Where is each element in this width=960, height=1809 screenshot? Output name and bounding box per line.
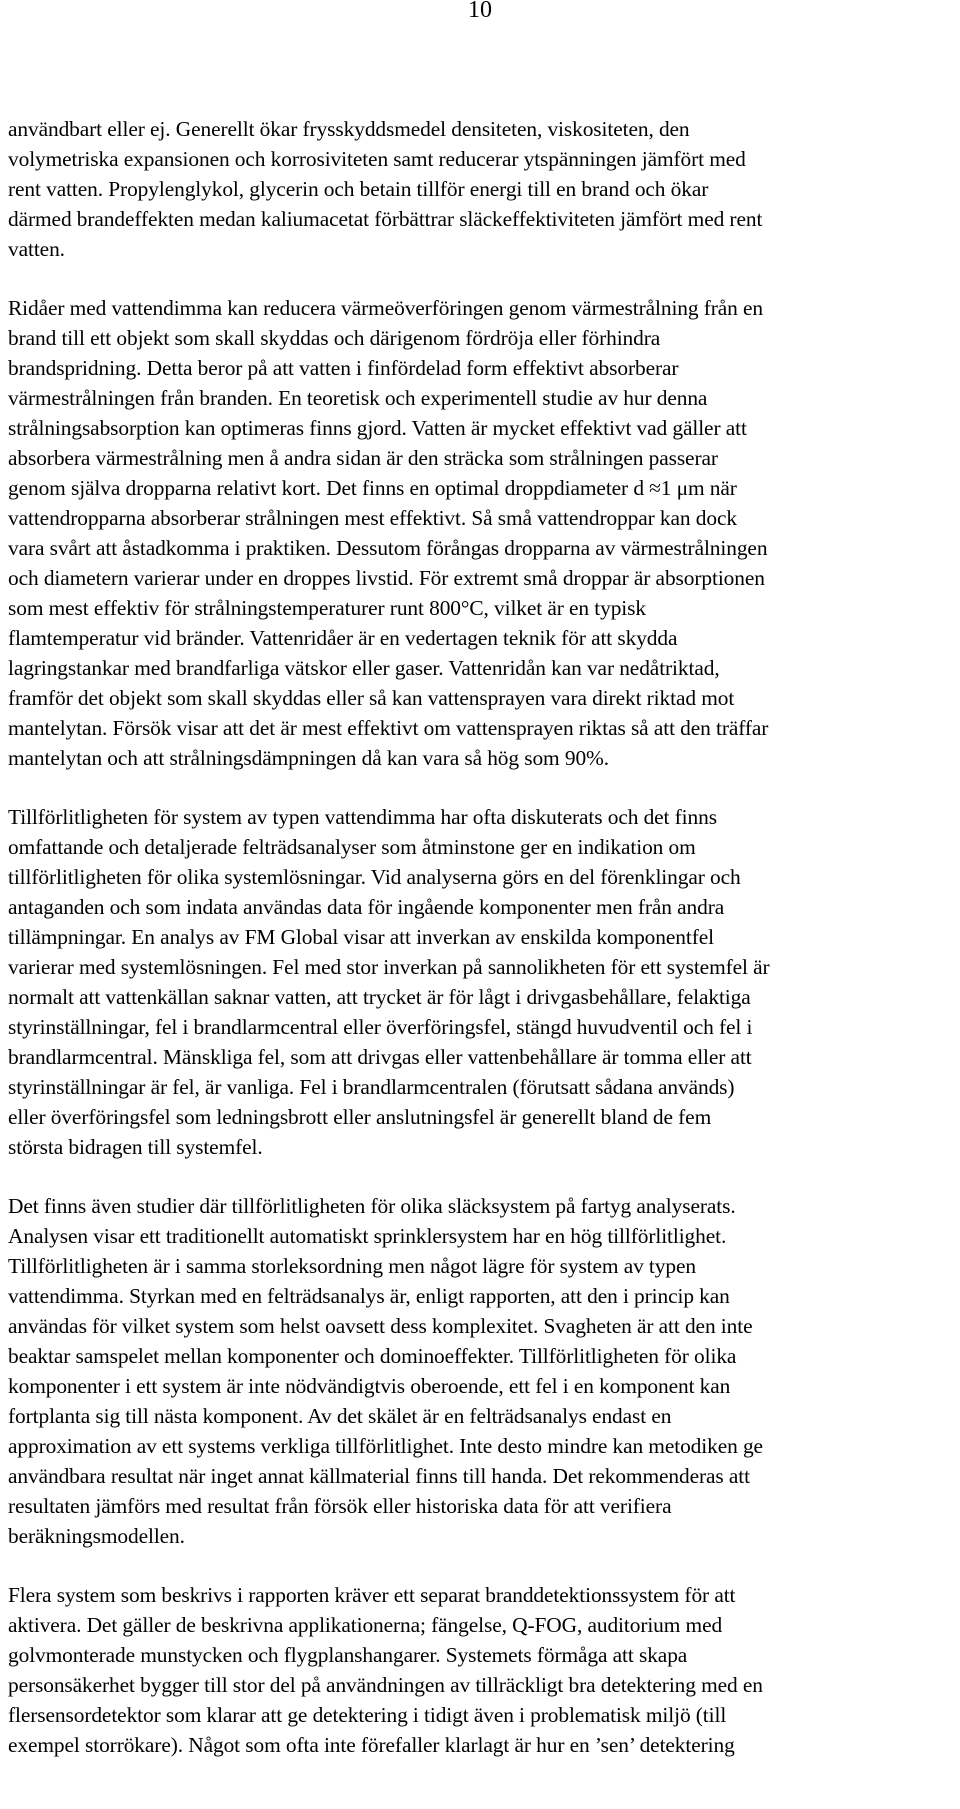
text-line: största bidragen till systemfel. (8, 1135, 263, 1159)
document-body (8, 114, 952, 1760)
text-line: personsäkerhet bygger till stor del på användningen av tillräckligt bra detektering med en (8, 1673, 763, 1697)
text-line: Flera system som beskrivs i rapporten kräver ett separat branddetektionssystem för att (8, 1583, 736, 1607)
text-line: tillförlitligheten för olika systemlösningar. Vid analyserna görs en del förenklingar och (8, 865, 741, 889)
text-line: tillämpningar. En analys av FM Global visar att inverkan av enskilda komponentfel (8, 925, 714, 949)
text-line: flersensordetektor som klarar att ge detektering i tidigt även i problematisk miljö (till (8, 1703, 727, 1727)
paragraph (8, 1580, 952, 1760)
text-line: genom själva dropparna relativt kort. Det finns en optimal droppdiameter d ≈1 μm när (8, 476, 737, 500)
text-line: normalt att vattenkällan saknar vatten, att trycket är för lågt i drivgasbehållare, felaktiga (8, 985, 751, 1009)
paragraph-spacer (8, 264, 952, 293)
text-line: aktivera. Det gäller de beskrivna applikationerna; fängelse, Q-FOG, auditorium med (8, 1613, 723, 1637)
text-line: vattendimma. Styrkan med en felträdsanalys är, enligt rapporten, att den i princip kan (8, 1284, 730, 1308)
text-line: framför det objekt som skall skyddas eller så kan vattensprayen vara direkt riktad mot (8, 686, 735, 710)
text-line: och diametern varierar under en droppes livstid. För extremt små droppar är absorptionen (8, 566, 765, 590)
text-line: värmestrålningen från branden. En teoretisk och experimentell studie av hur denna (8, 386, 708, 410)
text-line: användbara resultat när inget annat källmaterial finns till handa. Det rekommenderas att (8, 1464, 750, 1488)
text-line: beräkningsmodellen. (8, 1524, 185, 1548)
text-line: volymetriska expansionen och korrosiviteten samt reducerar ytspänningen jämfört med (8, 147, 746, 171)
text-line: Analysen visar ett traditionellt automatiskt sprinklersystem har en hög tillförlitlighet. (8, 1224, 727, 1248)
text-line: vara svårt att åstadkomma i praktiken. Dessutom förångas dropparna av värmestrålningen (8, 536, 768, 560)
text-line: golvmonterade munstycken och flygplanshangarer. Systemets förmåga att skapa (8, 1643, 688, 1667)
text-line: styrinställningar är fel, är vanliga. Fel i brandlarmcentralen (förutsatt sådana används) (8, 1075, 735, 1099)
text-line: eller överföringsfel som ledningsbrott eller anslutningsfel är generellt bland de fem (8, 1105, 712, 1129)
text-line: omfattande och detaljerade felträdsanalyser som åtminstone ger en indikation om (8, 835, 696, 859)
paragraph (8, 1191, 952, 1551)
text-line: Tillförlitligheten för system av typen vattendimma har ofta diskuterats och det finns (8, 805, 717, 829)
text-line: antaganden och som indata användas data för ingående komponenter men från andra (8, 895, 725, 919)
text-line: beaktar samspelet mellan komponenter och dominoeffekter. Tillförlitligheten för olika (8, 1344, 737, 1368)
text-line: brandlarmcentral. Mänskliga fel, som att drivgas eller vattenbehållare är tomma eller att (8, 1045, 752, 1069)
text-line: mantelytan och att strålningsdämpningen då kan vara så hög som 90%. (8, 746, 610, 770)
paragraph (8, 114, 952, 264)
text-line: som mest effektiv för strålningstemperaturer runt 800°C, vilket är en typisk (8, 596, 646, 620)
page-number: 10 (468, 0, 492, 23)
text-line: exempel storrökare). Något som ofta inte förefaller klarlagt är hur en ’sen’ detektering (8, 1733, 735, 1757)
paragraph-spacer (8, 1551, 952, 1580)
paragraph-spacer (8, 773, 952, 802)
text-line: vattendropparna absorberar strålningen mest effektivt. Så små vattendroppar kan dock (8, 506, 737, 530)
text-line: fortplanta sig till nästa komponent. Av det skälet är en felträdsanalys endast en (8, 1404, 672, 1428)
text-line: strålningsabsorption kan optimeras finns gjord. Vatten är mycket effektivt vad gäller att (8, 416, 747, 440)
text-line: lagringstankar med brandfarliga vätskor eller gaser. Vattenridån kan var nedåtriktad, (8, 656, 720, 680)
text-line: flamtemperatur vid bränder. Vattenridåer är en vedertagen teknik för att skydda (8, 626, 678, 650)
text-line: varierar med systemlösningen. Fel med stor inverkan på sannolikheten för ett systemfel är (8, 955, 770, 979)
paragraph (8, 293, 952, 773)
text-line: mantelytan. Försök visar att det är mest effektivt om vattensprayen riktas så att den träffar (8, 716, 769, 740)
text-line: approximation av ett systems verkliga tillförlitlighet. Inte desto mindre kan metodiken ge (8, 1434, 763, 1458)
text-line: brandspridning. Detta beror på att vatten i finfördelad form effektivt absorberar (8, 356, 679, 380)
text-line: styrinställningar, fel i brandlarmcentral eller överföringsfel, stängd huvudventil och fel i (8, 1015, 753, 1039)
text-line: brand till ett objekt som skall skyddas och därigenom fördröja eller förhindra (8, 326, 661, 350)
text-line: Det finns även studier där tillförlitligheten för olika släcksystem på fartyg analyserats. (8, 1194, 736, 1218)
paragraph-spacer (8, 1162, 952, 1191)
paragraph (8, 802, 952, 1162)
text-line: rent vatten. Propylenglykol, glycerin och betain tillför energi till en brand och ökar (8, 177, 709, 201)
text-line: vatten. (8, 237, 65, 261)
text-line: resultaten jämförs med resultat från försök eller historiska data för att verifiera (8, 1494, 672, 1518)
text-line: absorbera värmestrålning men å andra sidan är den sträcka som strålningen passerar (8, 446, 718, 470)
text-line: därmed brandeffekten medan kaliumacetat förbättrar släckeffektiviteten jämfört med rent (8, 207, 763, 231)
text-line: användbart eller ej. Generellt ökar frysskyddsmedel densiteten, viskositeten, den (8, 117, 690, 141)
text-line: Tillförlitligheten är i samma storleksordning men något lägre för system av typen (8, 1254, 696, 1278)
text-line: Ridåer med vattendimma kan reducera värmeöverföringen genom värmestrålning från en (8, 296, 764, 320)
text-line: komponenter i ett system är inte nödvändigtvis oberoende, ett fel i en komponent kan (8, 1374, 731, 1398)
text-line: användas för vilket system som helst oavsett dess komplexitet. Svagheten är att den inte (8, 1314, 753, 1338)
